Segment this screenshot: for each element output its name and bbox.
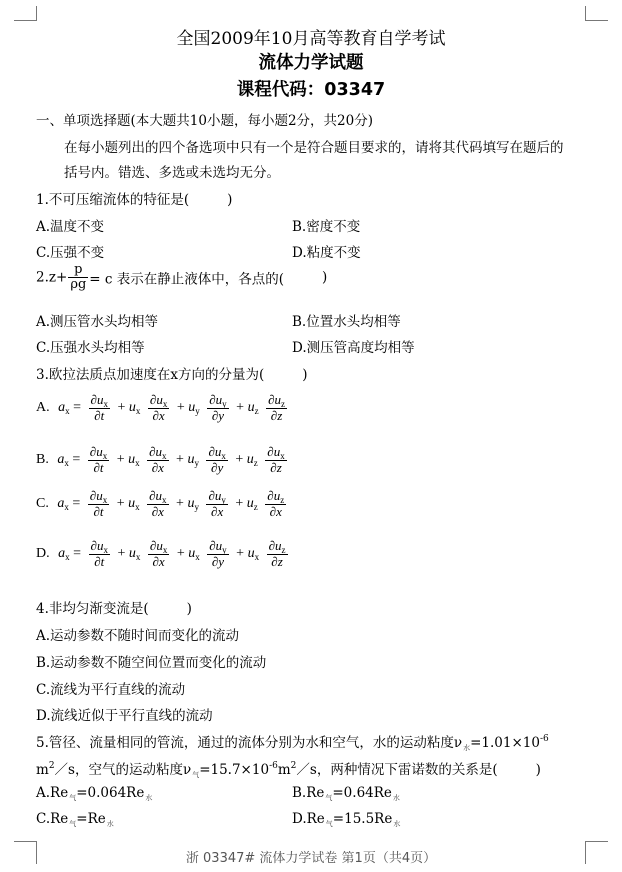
q3-option-a-formula: A. $a_x$ = $\frac{\partial u_x}{\partial t}$ + $u_x$ $\frac{\partial u_x}{\partial x}$ + $u_y$ $\frac{\partial u_y}{\partial y}$ + $u_z$ $\frac{\partial u_z}{\partial z}$ (36, 392, 285, 423)
q5-option-a: $A.Re_气=0.064Re_水$ (36, 785, 153, 802)
q1-option-c: C.压强不变 (36, 245, 105, 261)
question-5-line-1: 5.管径、流量相同的管流，通过的流体分别为水和空气，水的运动粘度$\nu_水=1.01\times 10^{-6}$ (36, 734, 549, 752)
q2-option-c: C.压强水头均相等 (36, 340, 145, 356)
question-2-stem: 2.z+ $\frac{p}{\rho g}$ = c 表示在静止液体中，各点的( ) (36, 262, 328, 292)
question-4-stem: 4.非均匀渐变流是( ) (36, 601, 192, 617)
q5-option-d: $D.Re_气=15.5Re_水$ (292, 811, 401, 828)
course-code: 课程代码：03347 (236, 80, 386, 100)
question-5-line-2: $m^2/s$，空气的运动粘度$\nu_气=15.7\times 10^{-6}m^2/s$，两种情况下雷诺数的关系是( ) (36, 761, 541, 779)
question-1-stem: 1.不可压缩流体的特征是( ) (36, 192, 233, 208)
crop-mark-top-right (585, 6, 608, 21)
instructions-line-2: 括号内。错选、多选或未选均无分。 (64, 165, 280, 181)
q2-option-a: A.测压管水头均相等 (36, 314, 159, 330)
question-3-stem: 3.欧拉法质点加速度在x方向的分量为( ) (36, 367, 308, 383)
q5-option-c: $C.Re_气=Re_水$ (36, 811, 114, 828)
q4-option-b: B.运动参数不随空间位置而变化的流动 (36, 655, 267, 671)
crop-mark-top-left (14, 6, 37, 21)
q4-option-d: D.流线近似于平行直线的流动 (36, 708, 213, 724)
q3-option-b-formula: B. $a_x$ = $\frac{\partial u_x}{\partial t}$ + $u_x$ $\frac{\partial u_x}{\partial x}$ + $u_y$ $\frac{\partial u_x}{\partial y}$ + $u_z$ $\frac{\partial u_x}{\partial z}$ (36, 444, 285, 475)
section-heading: 一、单项选择题(本大题共10小题，每小题2分，共20分) (36, 113, 373, 129)
subject-title: 流体力学试题 (258, 53, 364, 73)
q1-option-b: B.密度不变 (292, 219, 361, 235)
q2-option-d: D.测压管高度均相等 (292, 340, 415, 356)
q4-option-c: C.流线为平行直线的流动 (36, 682, 186, 698)
page-footer: 浙 03347# 流体力学试卷 第1页（共4页） (185, 851, 437, 866)
q1-option-d: D.粘度不变 (292, 245, 361, 261)
pressure-fraction: $\frac{p}{\rho g}$ (70, 262, 87, 292)
exam-title: 全国2009年10月高等教育自学考试 (176, 29, 446, 49)
q5-option-b: $B.Re_气=0.64Re_水$ (292, 785, 400, 802)
q3-option-d-formula: D. $a_x$ = $\frac{\partial u_x}{\partial t}$ + $u_x$ $\frac{\partial u_x}{\partial x}$ + $u_x$ $\frac{\partial u_y}{\partial y}$ + $u_x$ $\frac{\partial u_z}{\partial z}$ (36, 538, 286, 569)
instructions-line-1: 在每小题列出的四个备选项中只有一个是符合题目要求的，请将其代码填写在题后的 (64, 140, 564, 156)
q1-option-a: A.温度不变 (36, 219, 105, 235)
q2-option-b: B.位置水头均相等 (292, 314, 401, 330)
q4-option-a: A.运动参数不随时间而变化的流动 (36, 628, 240, 644)
q3-option-c-formula: C. $a_x$ = $\frac{\partial u_x}{\partial t}$ + $u_x$ $\frac{\partial u_x}{\partial x}$ + $u_y$ $\frac{\partial u_y}{\partial x}$ + $u_z$ $\frac{\partial u_z}{\partial x}$ (36, 488, 285, 519)
